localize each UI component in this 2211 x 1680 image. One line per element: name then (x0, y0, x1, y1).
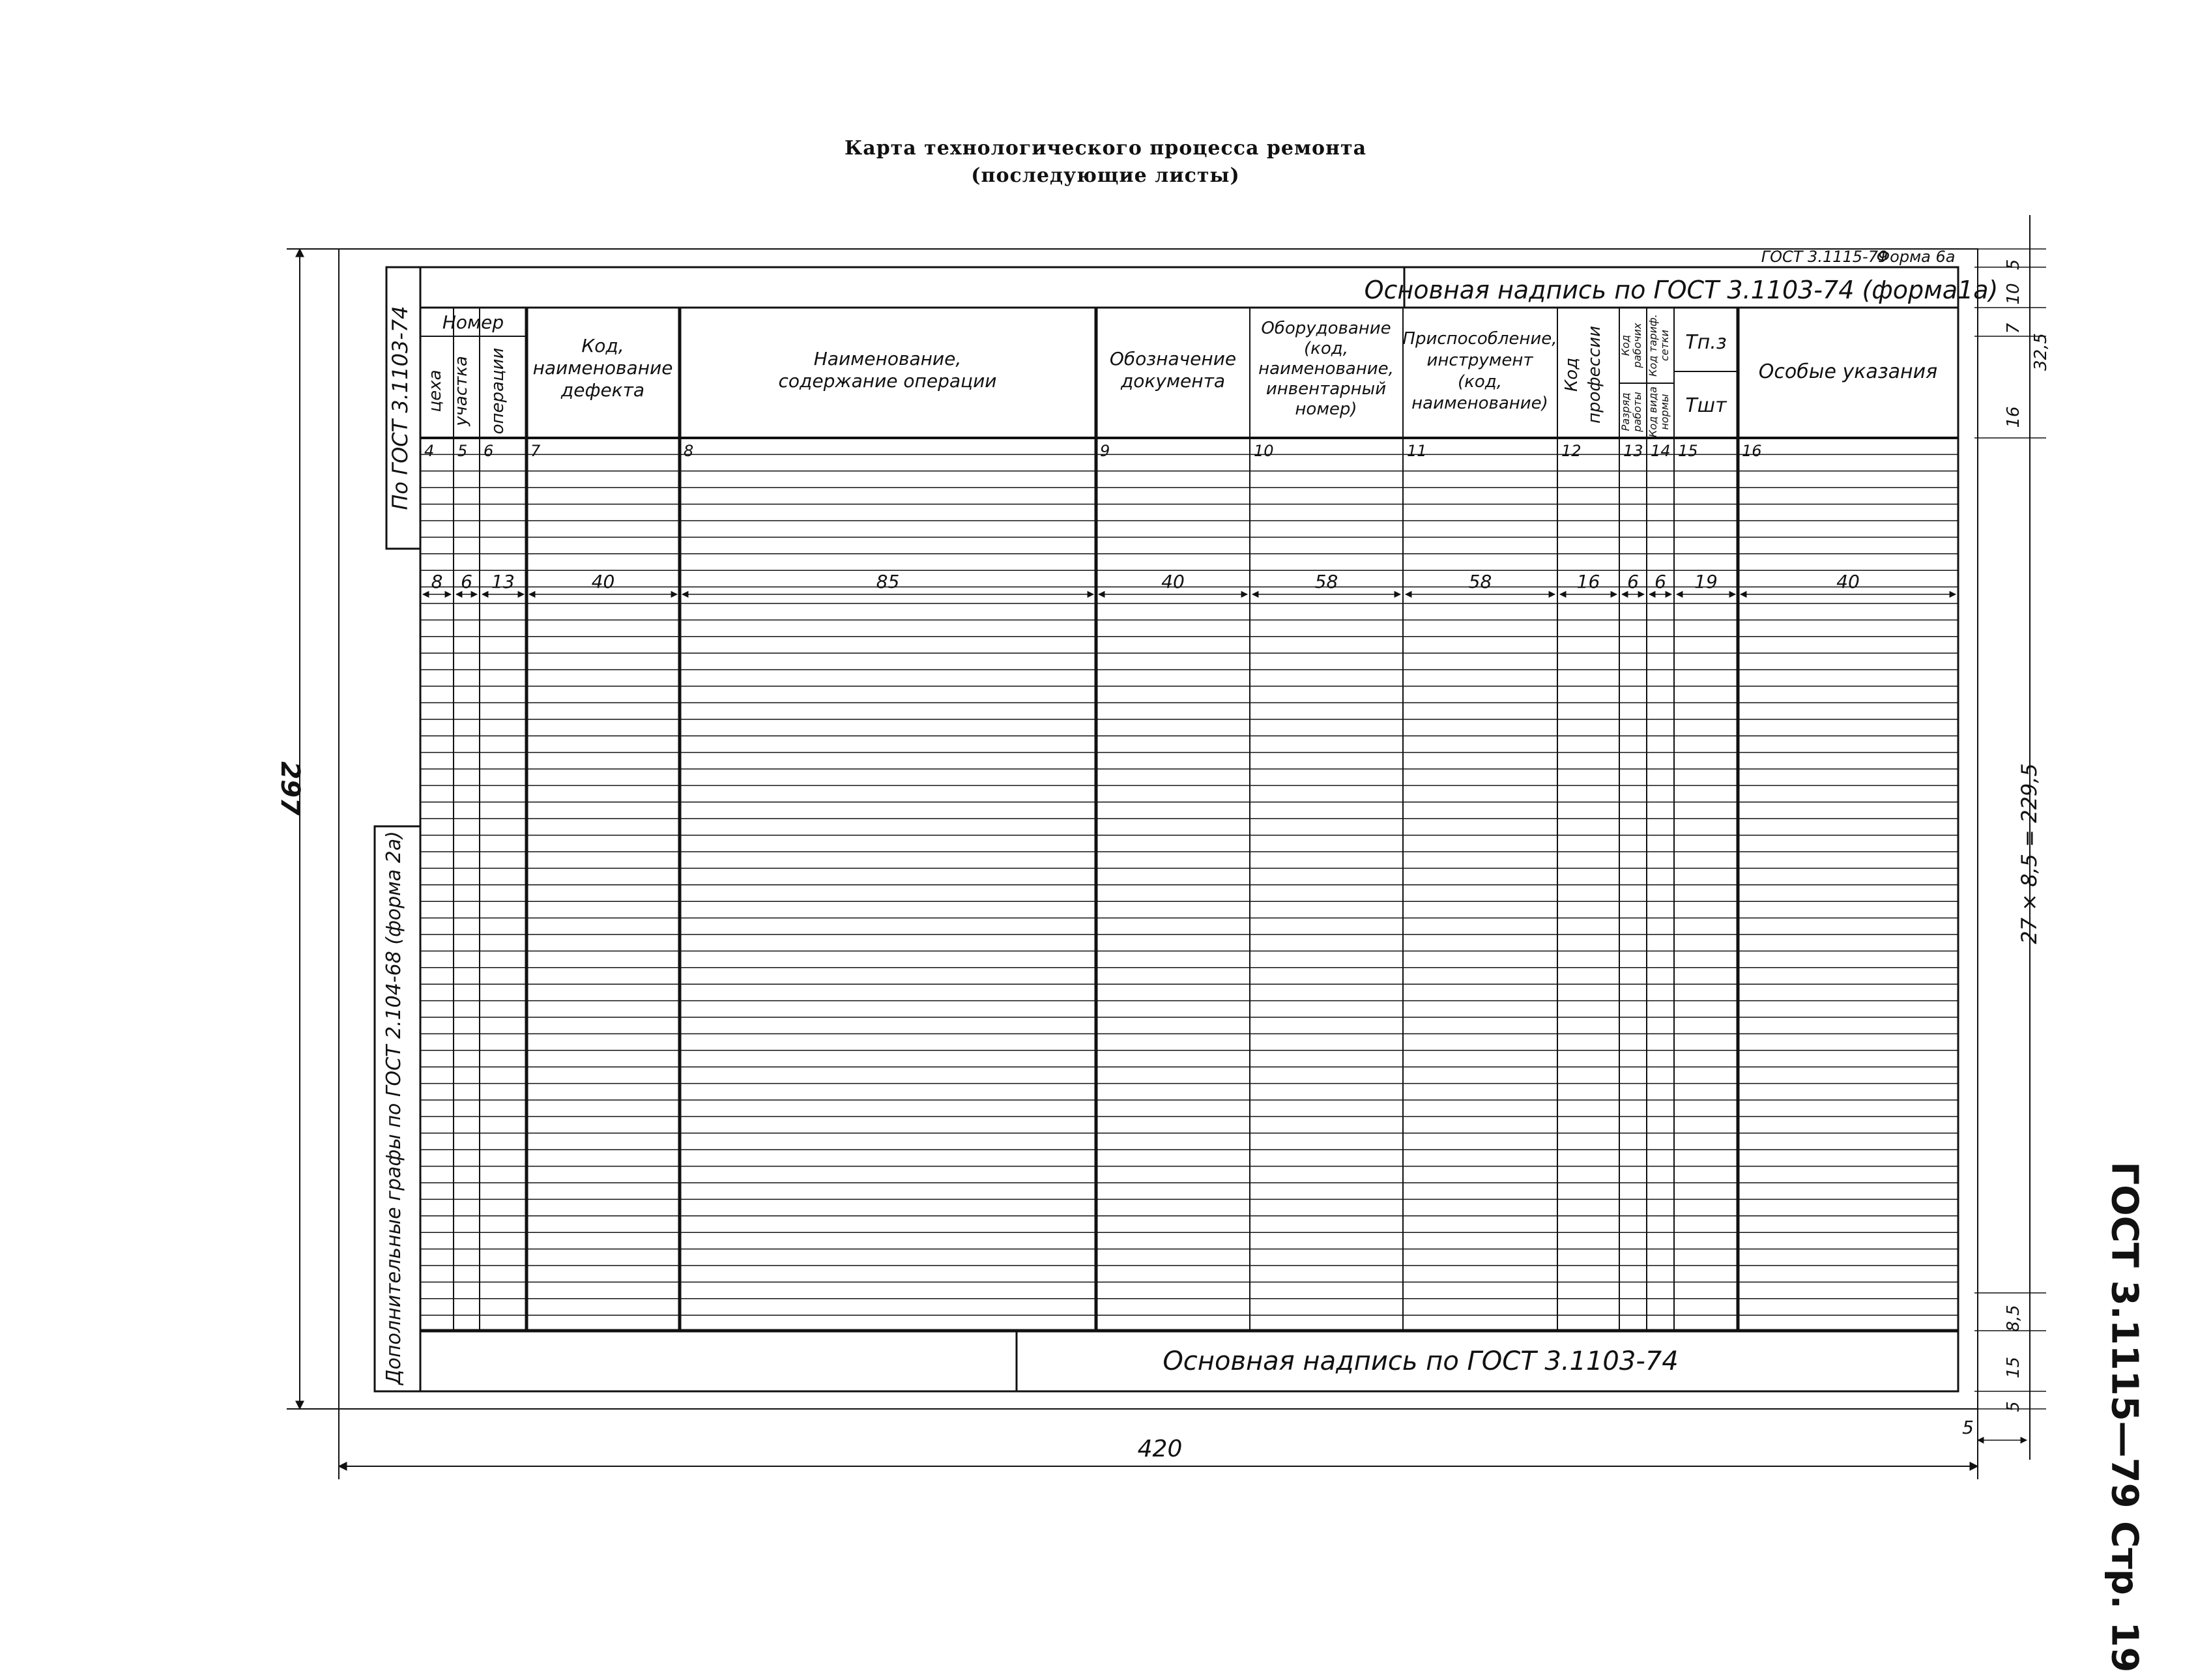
column-number: 9 (1100, 442, 1110, 460)
tsht-header: Тшт (1685, 394, 1727, 417)
profession-header: профессии (1585, 325, 1604, 424)
tooling-header: (код, (1458, 372, 1502, 392)
column-number: 13 (1623, 442, 1643, 460)
norm-code-header: нормы (1658, 394, 1671, 430)
right-dim-label: 8,5 (2004, 1305, 2023, 1332)
column-width-label: 6 (1627, 571, 1639, 592)
tariff-header: сетки (1658, 329, 1671, 362)
tooling-header: наименование) (1411, 394, 1548, 413)
column-number: 12 (1561, 442, 1582, 460)
tariff-header: Код тариф. (1647, 314, 1659, 377)
document-title: Карта технологического процесса ремонта (844, 137, 1367, 160)
equipment-header: Оборудование (1261, 319, 1391, 338)
right-dim-label: 16 (2004, 406, 2023, 428)
document-header: документа (1120, 370, 1226, 392)
profession-header: Код (1562, 357, 1582, 392)
column-width-label: 6 (1655, 571, 1666, 592)
tpz-header: Тп.з (1685, 331, 1727, 354)
column-number: 15 (1678, 442, 1698, 460)
defect-header: Код, (581, 335, 624, 356)
defect-header: дефекта (560, 379, 645, 401)
column-number: 14 (1651, 442, 1671, 460)
column-width-label: 16 (1576, 571, 1600, 592)
document-subtitle: (последующие листы) (971, 164, 1240, 187)
column-width-label: 85 (876, 571, 900, 592)
column-width-label: 40 (1161, 571, 1185, 592)
right-dim-label: 5 (2004, 259, 2023, 270)
number-group-header: Номер (442, 311, 504, 333)
column-number: 6 (484, 442, 494, 460)
equipment-header: (код, (1304, 339, 1348, 358)
section-header: участка (452, 356, 471, 426)
workers-code-header: рабочих (1631, 323, 1643, 368)
right-offset-label: 5 (1962, 1417, 1974, 1438)
column-width-label: 6 (461, 571, 472, 592)
column-number: 7 (530, 442, 541, 460)
grade-header: работы (1631, 392, 1643, 432)
column-width-label: 40 (591, 571, 615, 592)
column-width-label: 58 (1314, 571, 1338, 592)
column-width-label: 58 (1468, 571, 1492, 592)
equipment-header: инвентарный (1265, 379, 1387, 399)
equipment-header: наименование, (1258, 359, 1394, 379)
right-dim-label: 7 (2004, 323, 2023, 334)
standard-label: ГОСТ 3.1115-79 (1761, 248, 1888, 266)
document-header: Обозначение (1109, 348, 1237, 369)
shop-header: цеха (426, 369, 445, 413)
column-number: 5 (457, 442, 468, 460)
operation-header: операции (488, 347, 508, 435)
operation-name-header: содержание операции (778, 370, 997, 392)
inner-frame (420, 267, 1958, 1391)
outer-trim-frame (339, 249, 1978, 1409)
special-instructions-header: Особые указания (1758, 360, 1938, 383)
right-dim-label: 10 (2004, 283, 2023, 305)
workers-code-header: Код (1619, 334, 1632, 356)
column-number: 16 (1742, 442, 1762, 460)
defect-header: наименование (532, 357, 673, 379)
left-box-bottom-label: Дополнительные графы по ГОСТ 2.104-68 (форма 2а) (383, 831, 405, 1385)
main-inscription-top: Основная надпись по ГОСТ 3.1103-74 (форма1а) (1364, 276, 1999, 304)
main-inscription-bottom: Основная надпись по ГОСТ 3.1103-74 (1163, 1346, 1679, 1376)
height-dim-label: 297 (275, 761, 305, 816)
width-dim-label: 420 (1137, 1436, 1183, 1462)
norm-code-header: Код вида (1647, 386, 1659, 437)
rows-dim-label: 27 × 8,5 = 229,5 (2017, 763, 2042, 944)
grade-header: Разряд (1619, 392, 1632, 431)
column-number: 10 (1254, 442, 1274, 460)
column-number: 8 (684, 442, 694, 460)
column-width-label: 13 (491, 571, 515, 592)
right-dim-label: 15 (2004, 1356, 2023, 1379)
operation-name-header: Наименование, (813, 348, 962, 369)
right-dim-label: 5 (2004, 1401, 2023, 1412)
page-footer: ГОСТ 3.1115—79 Стр. 19 (2103, 1161, 2146, 1673)
column-number: 11 (1407, 442, 1427, 460)
tooling-header: Приспособление, (1402, 329, 1557, 349)
form-label: Форма 6а (1876, 248, 1956, 266)
column-width-label: 8 (431, 571, 443, 592)
equipment-header: номер) (1295, 399, 1357, 419)
right-dim-label: 32,5 (2031, 333, 2051, 371)
column-width-label: 40 (1836, 571, 1860, 592)
tooling-header: инструмент (1426, 351, 1533, 370)
column-number: 4 (424, 442, 435, 460)
column-width-label: 19 (1694, 571, 1718, 592)
left-box-top-label: По ГОСТ 3.1103-74 (388, 306, 412, 510)
